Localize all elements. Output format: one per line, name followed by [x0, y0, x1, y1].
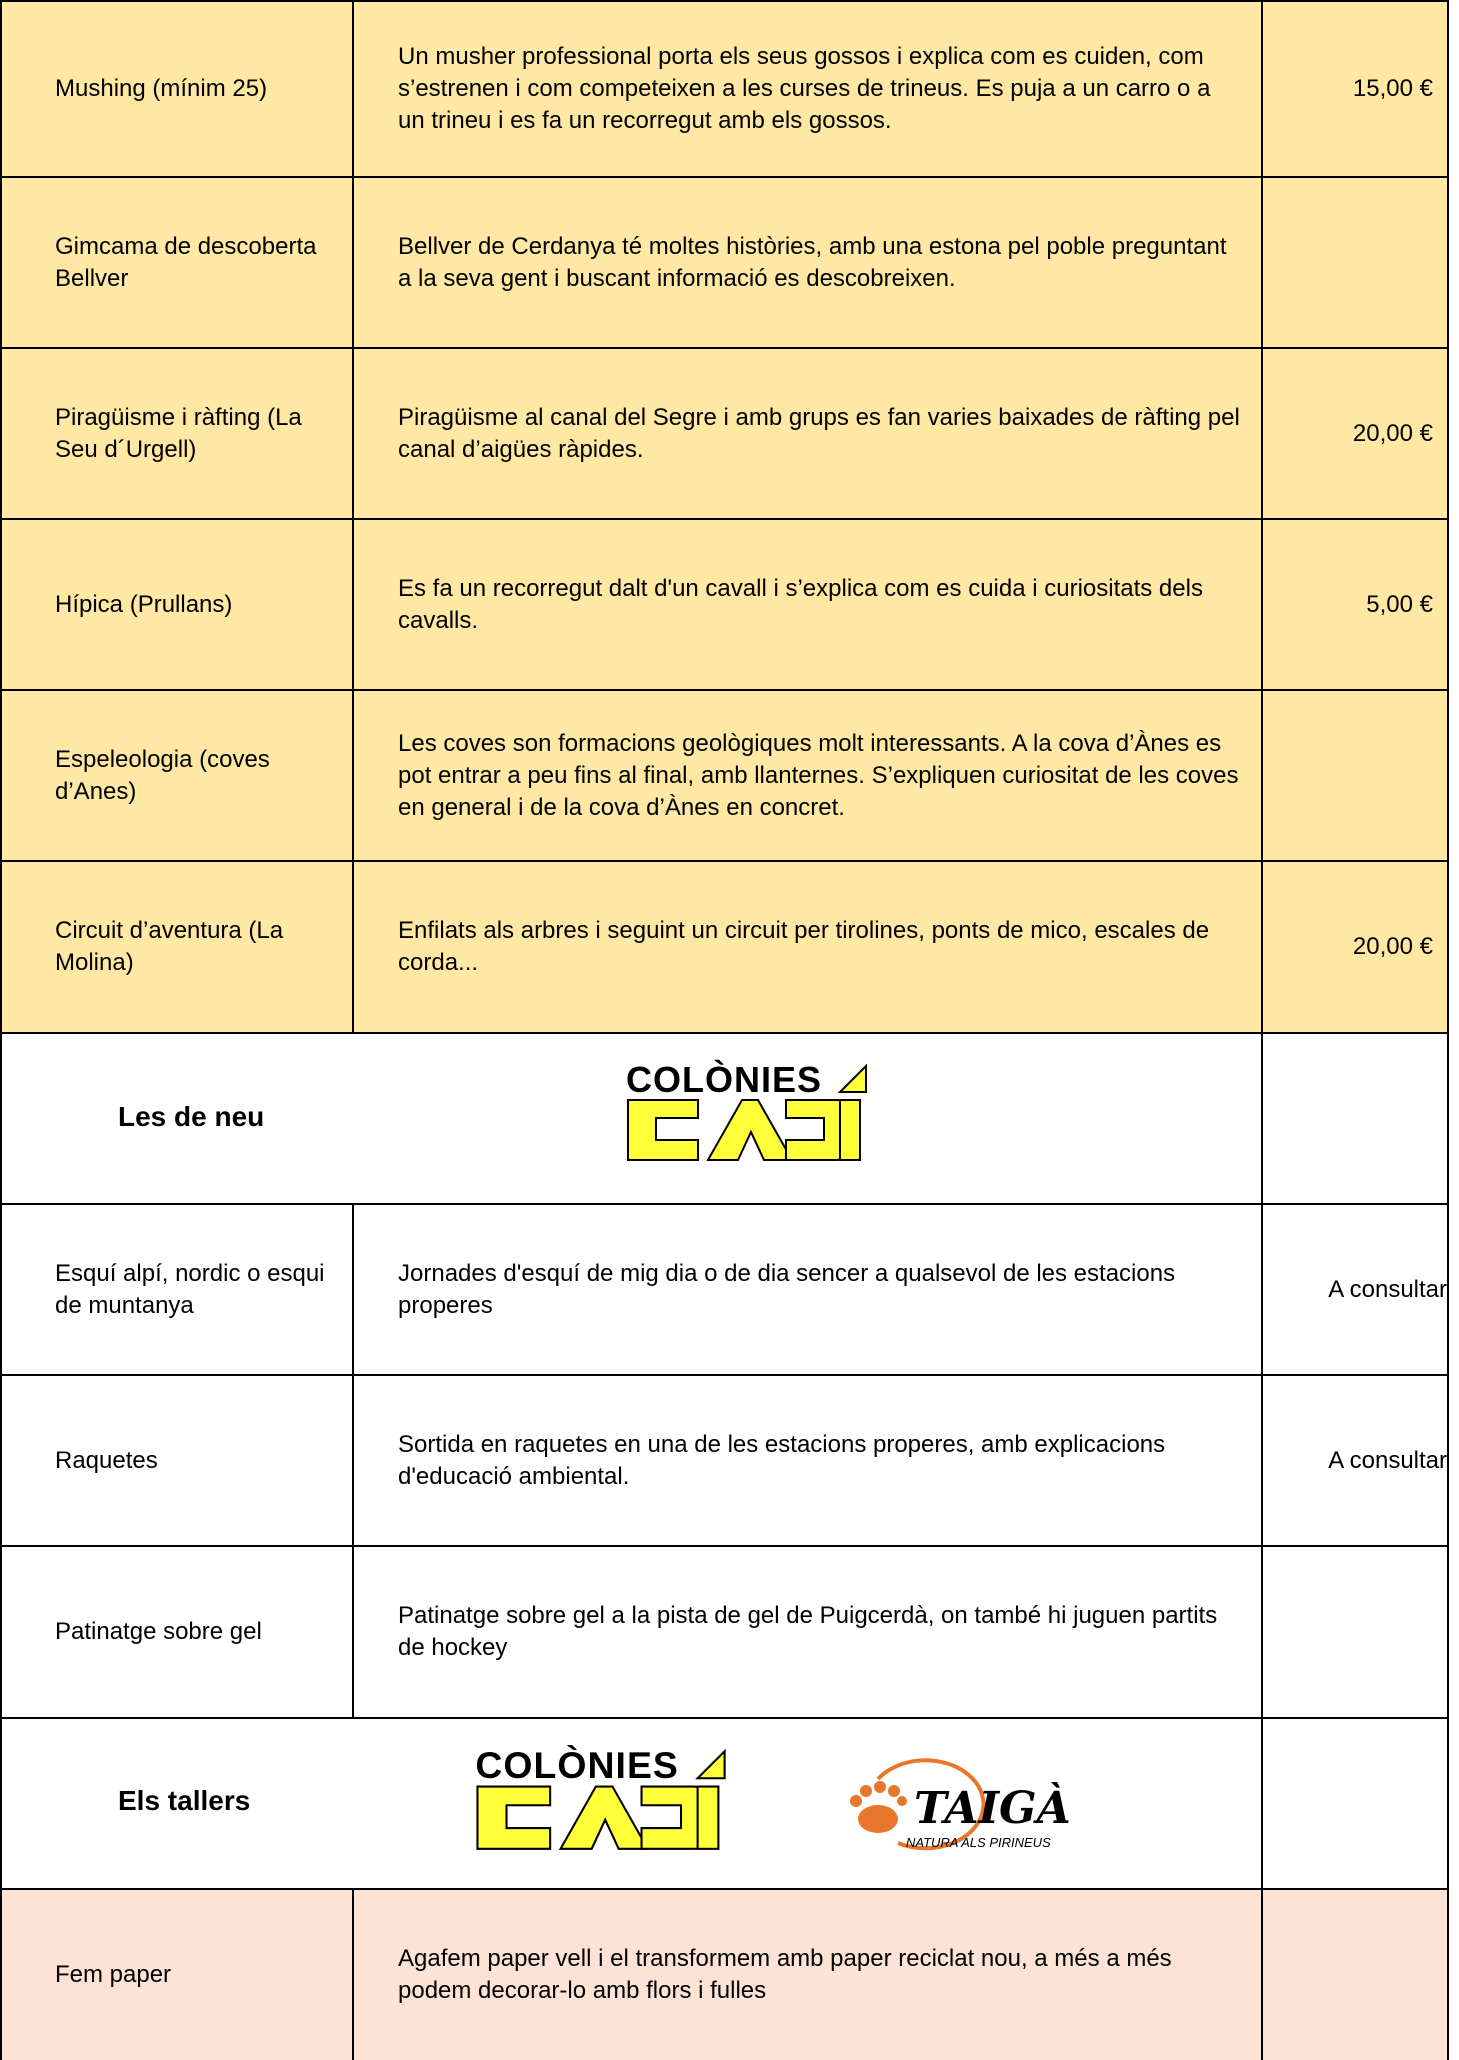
- activity-name: Hípica (Prullans): [2, 520, 354, 689]
- activity-price: [1263, 178, 1451, 347]
- activity-name: Patinatge sobre gel: [2, 1547, 354, 1717]
- activity-description: Bellver de Cerdanya té moltes històries, amb una estona pel poble preguntant a la seva gent i buscant informació es descobreixen.: [354, 178, 1263, 347]
- activity-description: Jornades d'esquí de mig dia o de dia sencer a qualsevol de les estacions properes: [354, 1205, 1263, 1374]
- activity-name: Circuit d’aventura (La Molina): [2, 862, 354, 1032]
- table-row: [0, 1205, 1449, 1376]
- activity-name: Fem paper: [2, 1890, 354, 2060]
- svg-text:COLÒNIES: COLÒNIES: [475, 1744, 679, 1787]
- svg-text:NATURA ALS PIRINEUS: NATURA ALS PIRINEUS: [906, 1835, 1051, 1850]
- table-row: [0, 1547, 1449, 1719]
- section-header-tallers: [0, 1719, 1449, 1890]
- table-row: [0, 0, 1449, 178]
- activity-price: 20,00 €: [1352, 419, 1433, 447]
- activity-description: Sortida en raquetes en una de les estacions properes, amb explicacions d'educació ambiental.: [354, 1376, 1263, 1545]
- table-row: [0, 1376, 1449, 1547]
- activity-price: 5,00 €: [1366, 590, 1433, 618]
- activity-name: Espeleologia (coves d’Anes): [2, 691, 354, 860]
- table-row: [0, 178, 1449, 349]
- activity-price: A consultar: [1328, 1275, 1447, 1303]
- section-title: Les de neu: [118, 1101, 265, 1132]
- section-header-left: [2, 1034, 1263, 1203]
- taiga-logo: [838, 1749, 1071, 1855]
- section-header-left: [2, 1719, 1263, 1888]
- activity-description: Les coves son formacions geològiques molt interessants. A la cova d’Ànes es pot entrar a peu fins al final, amb llanternes. S’expliquen curiositat de les coves en general i de la cova d’Ànes en concret.: [354, 691, 1263, 860]
- activity-name: Mushing (mínim 25): [2, 2, 354, 176]
- section-header-right: [1263, 1034, 1451, 1203]
- activity-name: Gimcama de descoberta Bellver: [2, 178, 354, 347]
- table-row: [0, 520, 1449, 691]
- activity-description: Es fa un recorregut dalt d'un cavall i s’explica com es cuida i curiositats dels cavalls.: [354, 520, 1263, 689]
- activity-price: [1263, 1547, 1451, 1717]
- activity-price: A consultar: [1328, 1446, 1447, 1474]
- section-title: Els tallers: [118, 1785, 251, 1816]
- colonies-cadi-logo: [624, 1060, 868, 1164]
- activity-name: Piragüisme i ràfting (La Seu d´Urgell): [2, 349, 354, 518]
- activity-name: Raquetes: [2, 1376, 354, 1545]
- activity-description: Enfilats als arbres i seguint un circuit per tirolines, ponts de mico, escales de corda...: [354, 862, 1263, 1032]
- activity-description: Agafem paper vell i el transformem amb paper reciclat nou, a més a més podem decorar-lo amb flors i fulles: [354, 1890, 1263, 2060]
- activity-price: 20,00 €: [1352, 933, 1433, 960]
- activity-description: Un musher professional porta els seus gossos i explica com es cuiden, com s’estrenen i com competeixen a les curses de trineus. Es puja a un carro o a un trineu i es fa un recorregut amb els gossos.: [354, 2, 1263, 176]
- table-row: [0, 349, 1449, 520]
- table-row: [0, 691, 1449, 862]
- activity-description: Patinatge sobre gel a la pista de gel de Puigcerdà, on també hi juguen partits de hockey: [354, 1547, 1263, 1717]
- svg-text:TAIGÀ: TAIGÀ: [914, 1783, 1071, 1834]
- activity-name: Esquí alpí, nordic o esqui de muntanya: [2, 1205, 354, 1374]
- section-header-right: [1263, 1719, 1451, 1888]
- activity-description: Piragüisme al canal del Segre i amb grups es fan varies baixades de ràfting pel canal d’aigües ràpides.: [354, 349, 1263, 518]
- section-header-neu: [0, 1034, 1449, 1205]
- table-row: [0, 1890, 1449, 2060]
- activity-price: 15,00 €: [1352, 75, 1433, 102]
- table-row: [0, 862, 1449, 1034]
- svg-text:COLÒNIES: COLÒNIES: [626, 1059, 823, 1100]
- activity-price: [1263, 1890, 1451, 2060]
- colonies-cadi-logo: [472, 1745, 728, 1853]
- activity-price: [1263, 691, 1451, 860]
